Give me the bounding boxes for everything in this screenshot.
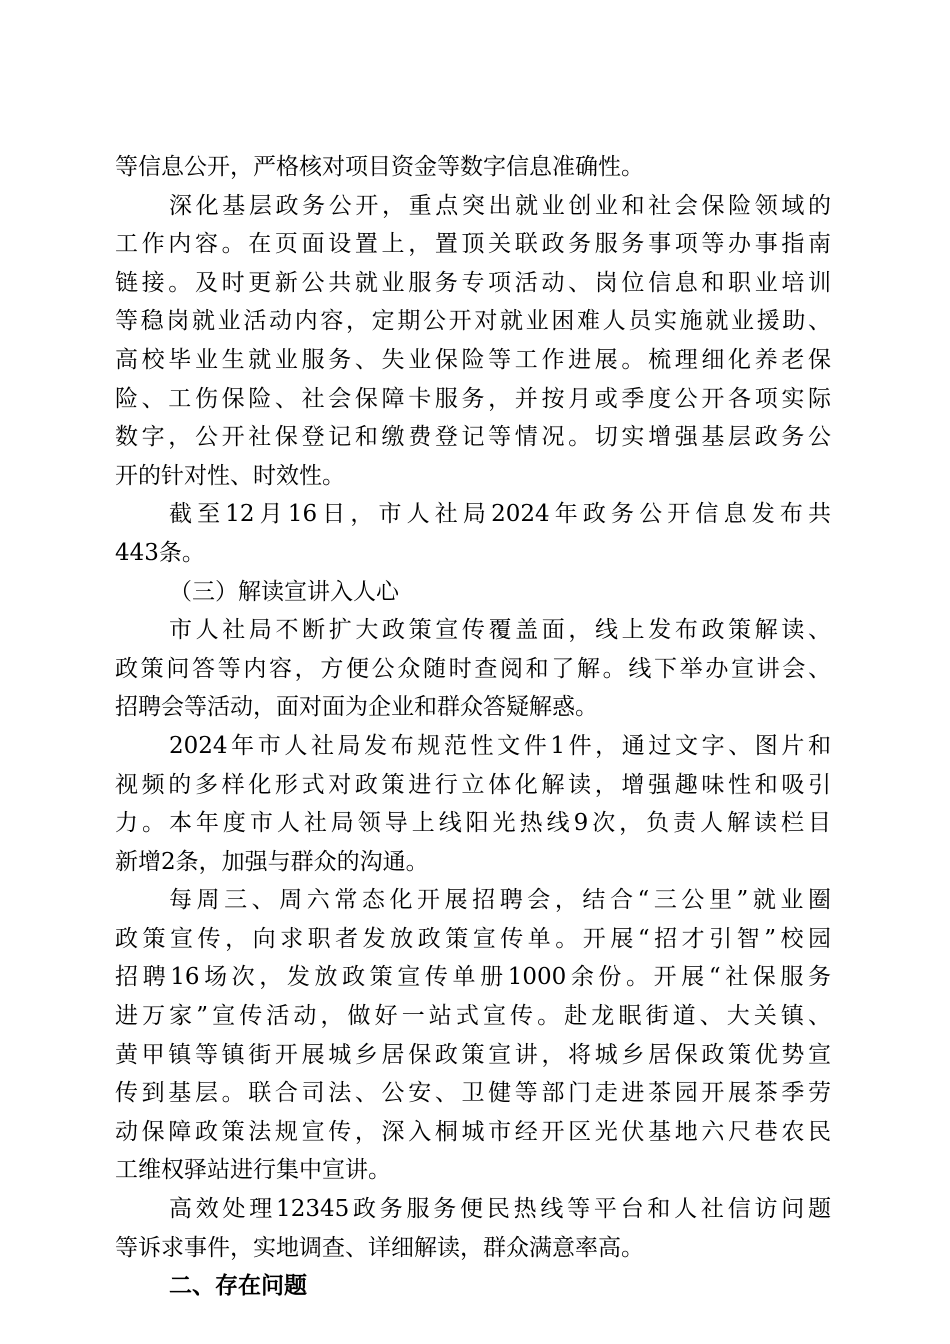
- paragraph-line: 市人社局不断扩大政策宣传覆盖面，线上发布政策解读、: [169, 617, 831, 644]
- paragraph-line: 等稳岗就业活动内容，定期公开对就业困难人员实施就业援助、: [115, 308, 831, 335]
- paragraph-line: 高校毕业生就业服务、失业保险等工作进展。梳理细化养老保: [115, 346, 831, 373]
- section-subheading: （三）解读宣讲入人心: [169, 578, 399, 605]
- paragraph-line: 政策问答等内容，方便公众随时查阅和了解。线下举办宣讲会、: [115, 655, 831, 682]
- paragraph-line: 招聘16场次，发放政策宣传单册1000余份。开展“社保服务: [115, 964, 831, 991]
- paragraph-line: 险、工伤保险、社会保障卡服务，并按月或季度公开各项实际: [115, 385, 831, 412]
- paragraph-line: 2024年市人社局发布规范性文件1件，通过文字、图片和: [169, 732, 831, 759]
- paragraph-line: 开的针对性、时效性。: [115, 462, 345, 489]
- paragraph-line: 新增2条，加强与群众的沟通。: [115, 848, 429, 875]
- paragraph-line: 招聘会等活动，面对面为企业和群众答疑解惑。: [115, 694, 598, 721]
- paragraph-line: 等诉求事件，实地调查、详细解读，群众满意率高。: [115, 1234, 644, 1261]
- paragraph-line: 数字，公开社保登记和缴费登记等情况。切实增强基层政务公: [115, 424, 831, 451]
- paragraph-line: 黄甲镇等镇街开展城乡居保政策宣讲，将城乡居保政策优势宣: [115, 1041, 831, 1068]
- paragraph-line: 工作内容。在页面设置上，置顶关联政务服务事项等办事指南: [115, 231, 831, 258]
- paragraph-line: 443条。: [115, 539, 205, 566]
- paragraph-line: 动保障政策法规宣传，深入桐城市经开区光伏基地六尺巷农民: [115, 1118, 831, 1145]
- paragraph-line: 进万家”宣传活动，做好一站式宣传。赴龙眠街道、大关镇、: [115, 1003, 831, 1030]
- paragraph-line: 深化基层政务公开，重点突出就业创业和社会保险领域的: [169, 192, 831, 219]
- paragraph-line: 高效处理12345政务服务便民热线等平台和人社信访问题: [169, 1196, 831, 1223]
- paragraph-line: 视频的多样化形式对政策进行立体化解读，增强趣味性和吸引: [115, 771, 831, 798]
- paragraph-line: 工维权驿站进行集中宣讲。: [115, 1157, 391, 1184]
- paragraph-line: 等信息公开，严格核对项目资金等数字信息准确性。: [115, 154, 644, 180]
- paragraph-line: 每周三、周六常态化开展招聘会，结合“三公里”就业圈: [169, 887, 831, 914]
- paragraph-line: 力。本年度市人社局领导上线阳光热线9次，负责人解读栏目: [115, 810, 831, 837]
- paragraph-line: 链接。及时更新公共就业服务专项活动、岗位信息和职业培训: [115, 269, 831, 296]
- paragraph-line: 政策宣传，向求职者发放政策宣传单。开展“招才引智”校园: [115, 925, 831, 952]
- paragraph-line: 传到基层。联合司法、公安、卫健等部门走进茶园开展茶季劳: [115, 1080, 831, 1107]
- paragraph-line: 截至12月16日，市人社局2024年政务公开信息发布共: [169, 501, 831, 528]
- section-heading: 二、存在问题: [169, 1273, 307, 1300]
- document-body: [115, 148, 831, 1306]
